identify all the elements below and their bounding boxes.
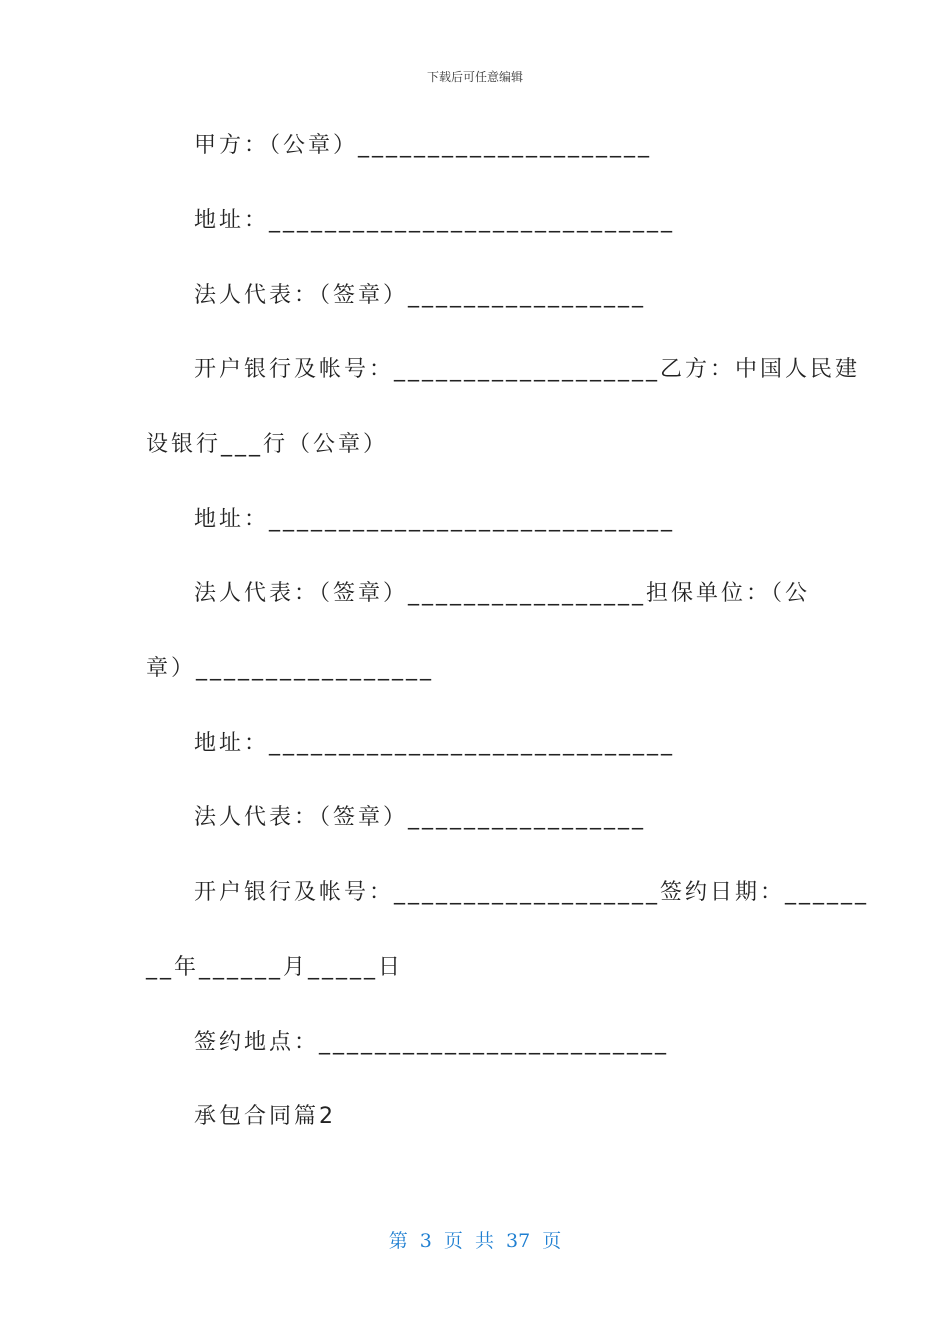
party-a-legal-rep-line: 法人代表：（签章）_________________ [194, 283, 647, 308]
party-a-seal-line: 甲方：（公章）_____________________ [194, 133, 653, 158]
page-footer: 第 3 页 共 37 页 [388, 1230, 562, 1252]
guarantor-address-line: 地址：_____________________________ [194, 731, 676, 756]
party-b-address-line: 地址：_____________________________ [194, 507, 676, 532]
section-heading: 承包合同篇2 [194, 1104, 336, 1129]
guarantor-seal-line: 章）_________________ [146, 656, 435, 681]
signing-date-line: __年______月_____日 [146, 955, 404, 980]
party-a-bank-account-line: 开户银行及帐号：___________________乙方：中国人民建 [194, 357, 861, 382]
signing-place-line: 签约地点：_________________________ [194, 1030, 670, 1055]
party-b-bank-line: 设银行___行（公章） [146, 432, 389, 457]
guarantor-bank-account-line: 开户银行及帐号：___________________签约日期：______ [194, 880, 870, 905]
guarantor-legal-rep-line: 法人代表：（签章）_________________ [194, 805, 647, 830]
party-b-legal-rep-line: 法人代表：（签章）_________________担保单位：（公 [194, 581, 811, 606]
party-a-address-line: 地址：_____________________________ [194, 208, 676, 233]
page-header: 下载后可任意编辑 [426, 70, 523, 84]
